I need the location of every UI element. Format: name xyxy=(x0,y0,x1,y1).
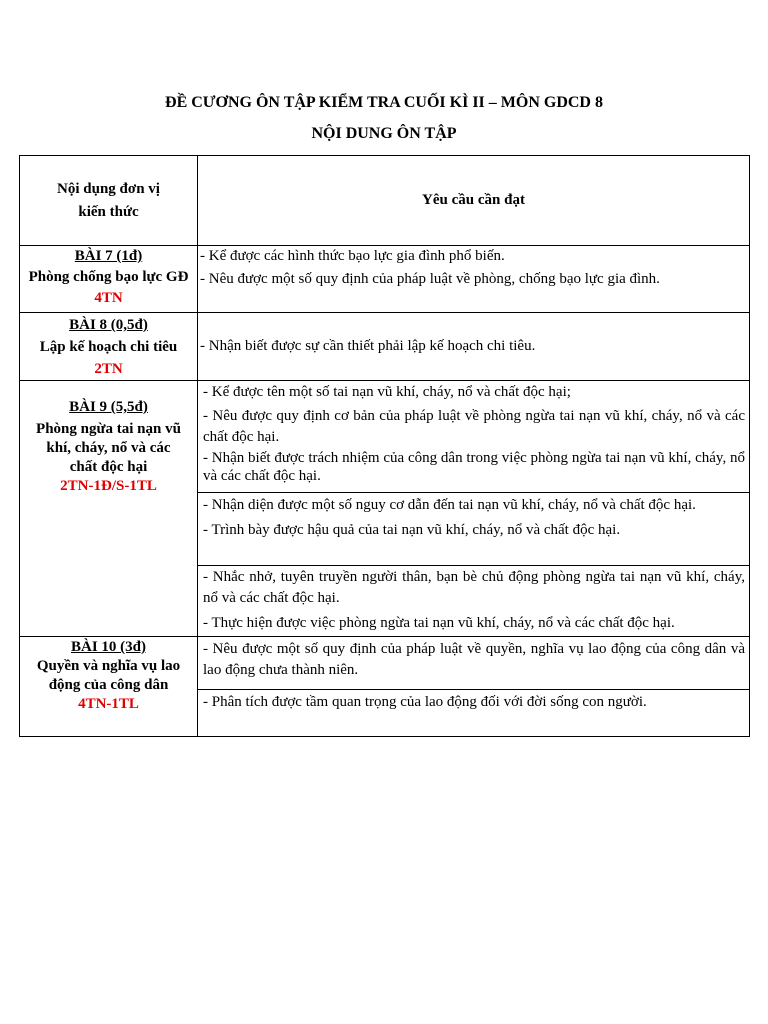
requirement-item: - Phân tích được tầm quan trọng của lao động đối với đời sống con người. xyxy=(203,694,647,710)
lesson-title: Lập kế hoạch chi tiêu xyxy=(39,339,178,355)
requirement-item: - Kể được các hình thức bạo lực gia đình phổ biến. xyxy=(200,248,505,264)
lesson-title: Phòng chống bạo lực GĐ xyxy=(28,269,189,285)
table-row xyxy=(20,637,750,690)
header-cell-content xyxy=(20,156,198,246)
table-row xyxy=(20,381,750,493)
lesson-title-line2: động của công dân xyxy=(48,677,169,693)
requirement-item: - Nhận biết được sự cần thiết phải lập kế hoạch chi tiêu. xyxy=(200,338,536,354)
lesson-cell xyxy=(20,313,198,381)
header-requirements-label: Yêu cầu cần đạt xyxy=(422,192,525,208)
lesson-questions: 4TN-1TL xyxy=(78,696,139,712)
lesson-title-line2: khí, cháy, nổ và các xyxy=(46,440,171,456)
table-row xyxy=(20,313,750,381)
lesson-cell xyxy=(20,637,198,737)
lesson-questions: 2TN-1Đ/S-1TL xyxy=(60,478,157,494)
requirements-cell xyxy=(198,246,750,313)
header-content-line1: Nội dụng đơn vị xyxy=(57,180,160,197)
lesson-code: BÀI 8 (0,5đ) xyxy=(69,317,148,333)
requirement-item: - Nêu được một số quy định của pháp luật về phòng, chống bạo lực gia đình. xyxy=(200,271,660,287)
requirements-cell xyxy=(198,493,750,566)
header-content-line2: kiến thức xyxy=(78,203,139,220)
lesson-code: BÀI 9 (5,5đ) xyxy=(69,399,148,415)
lesson-code: BÀI 7 (1đ) xyxy=(74,248,143,264)
requirement-item: - Nêu được một số quy định của pháp luật về quyền, nghĩa vụ lao động của công dân và lao động chưa thành niên. xyxy=(203,641,745,678)
review-table xyxy=(19,155,750,737)
table-row xyxy=(20,246,750,313)
requirements-cell xyxy=(198,566,750,637)
lesson-title-line3: chất độc hại xyxy=(69,459,148,475)
requirement-item: - Kể được tên một số tai nạn vũ khí, cháy, nổ và chất độc hại; xyxy=(203,384,571,400)
section-title: NỘI DUNG ÔN TẬP xyxy=(311,125,457,142)
document-title: ĐỀ CƯƠNG ÔN TẬP KIỂM TRA CUỐI KÌ II – MÔN GDCD 8 xyxy=(165,94,603,111)
requirements-cell xyxy=(198,381,750,493)
requirement-item: - Nêu được quy định cơ bản của pháp luật về phòng ngừa tai nạn vũ khí, cháy, nổ và các chất độc hại. xyxy=(203,408,745,445)
lesson-questions: 2TN xyxy=(94,361,123,377)
lesson-title-line1: Quyền và nghĩa vụ lao xyxy=(36,658,181,674)
table-header-row xyxy=(20,156,750,246)
lesson-questions: 4TN xyxy=(94,290,123,306)
requirements-cell xyxy=(198,637,750,690)
header-cell-requirements xyxy=(198,156,750,246)
requirement-item: - Nhận diện được một số nguy cơ dẫn đến tai nạn vũ khí, cháy, nổ và chất độc hại. xyxy=(203,497,696,513)
lesson-cell xyxy=(20,246,198,313)
lesson-code: BÀI 10 (3đ) xyxy=(70,639,146,655)
requirement-item: - Nhận biết được trách nhiệm của công dân trong việc phòng ngừa tai nạn vũ khí, cháy, nổ và các chất độc hại. xyxy=(203,450,745,484)
requirement-item: - Trình bày được hậu quả của tai nạn vũ khí, cháy, nổ và chất độc hại. xyxy=(203,522,621,538)
requirement-item: - Thực hiện được việc phòng ngừa tai nạn vũ khí, cháy, nổ và các chất độc hại. xyxy=(203,615,675,631)
lesson-title-line1: Phòng ngừa tai nạn vũ xyxy=(36,421,181,437)
lesson-cell xyxy=(20,381,198,637)
requirement-item: - Nhắc nhở, tuyên truyền người thân, bạn bè chủ động phòng ngừa tai nạn vũ khí, cháy, nổ và các chất độc hại. xyxy=(203,569,745,606)
requirements-cell xyxy=(198,313,750,381)
requirements-cell xyxy=(198,690,750,737)
